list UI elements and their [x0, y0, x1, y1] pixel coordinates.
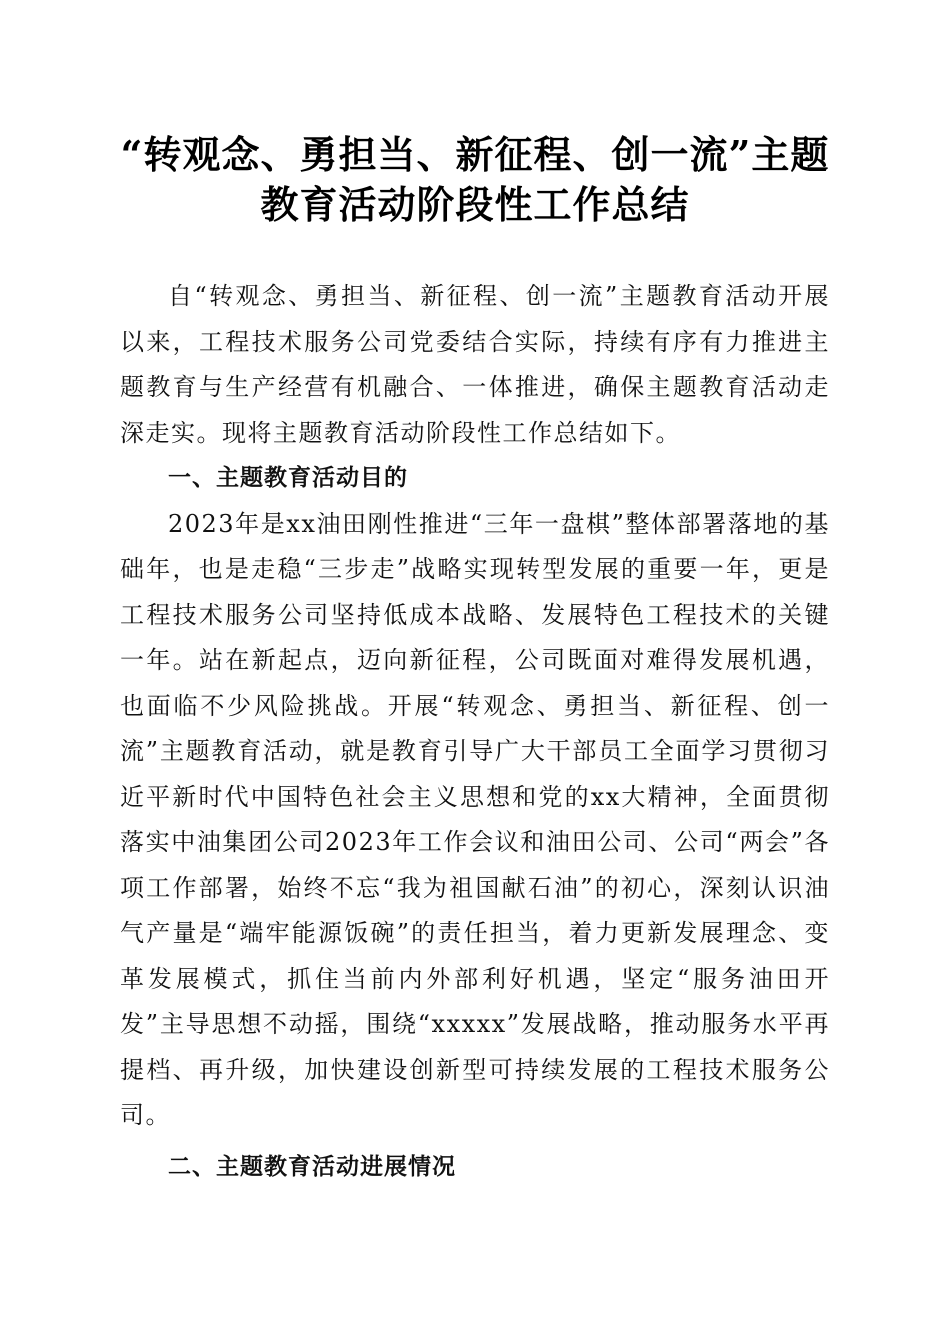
- section-heading-progress: 二、主题教育活动进展情况: [168, 1153, 456, 1180]
- intro-paragraph: 自“转观念、勇担当、新征程、创一流”主题教育活动开展以来，工程技术服务公司党委结合实际，持续有序有力推进主题教育与生产经营有机融合、一体推进，确保主题教育活动走深走实。现将主题教育活动阶段性工作总结如下。: [120, 282, 830, 447]
- document-title: “转观念、勇担当、新征程、创一流”主题教育活动阶段性工作总结: [120, 132, 830, 227]
- purpose-paragraph: 2023年是xx油田刚性推进“三年一盘棋”整体部署落地的基础年，也是走稳“三步走”战略实现转型发展的重要一年，更是工程技术服务公司坚持低成本战略、发展特色工程技术的关键一年。站在新起点，迈向新征程，公司既面对难得发展机遇，也面临不少风险挑战。开展“转观念、勇担当、新征程、创一流”主题教育活动，就是教育引导广大干部员工全面学习贯彻习近平新时代中国特色社会主义思想和党的xx大精神，全面贯彻落实中油集团公司2023年工作会议和油田公司、公司“两会”各项工作部署，始终不忘“我为祖国献石油”的初心，深刻认识油气产量是“端牢能源饭碗”的责任担当，着力更新发展理念、变革发展模式，抓住当前内外部利好机遇，坚定“服务油田开发”主导思想不动摇，围绕“xxxxx”发展战略，推动服务水平再提档、再升级，加快建设创新型可持续发展的工程技术服务公司。: [120, 509, 830, 1129]
- document-body: [120, 274, 830, 1190]
- section-heading-purpose: 一、主题教育活动目的: [168, 465, 408, 491]
